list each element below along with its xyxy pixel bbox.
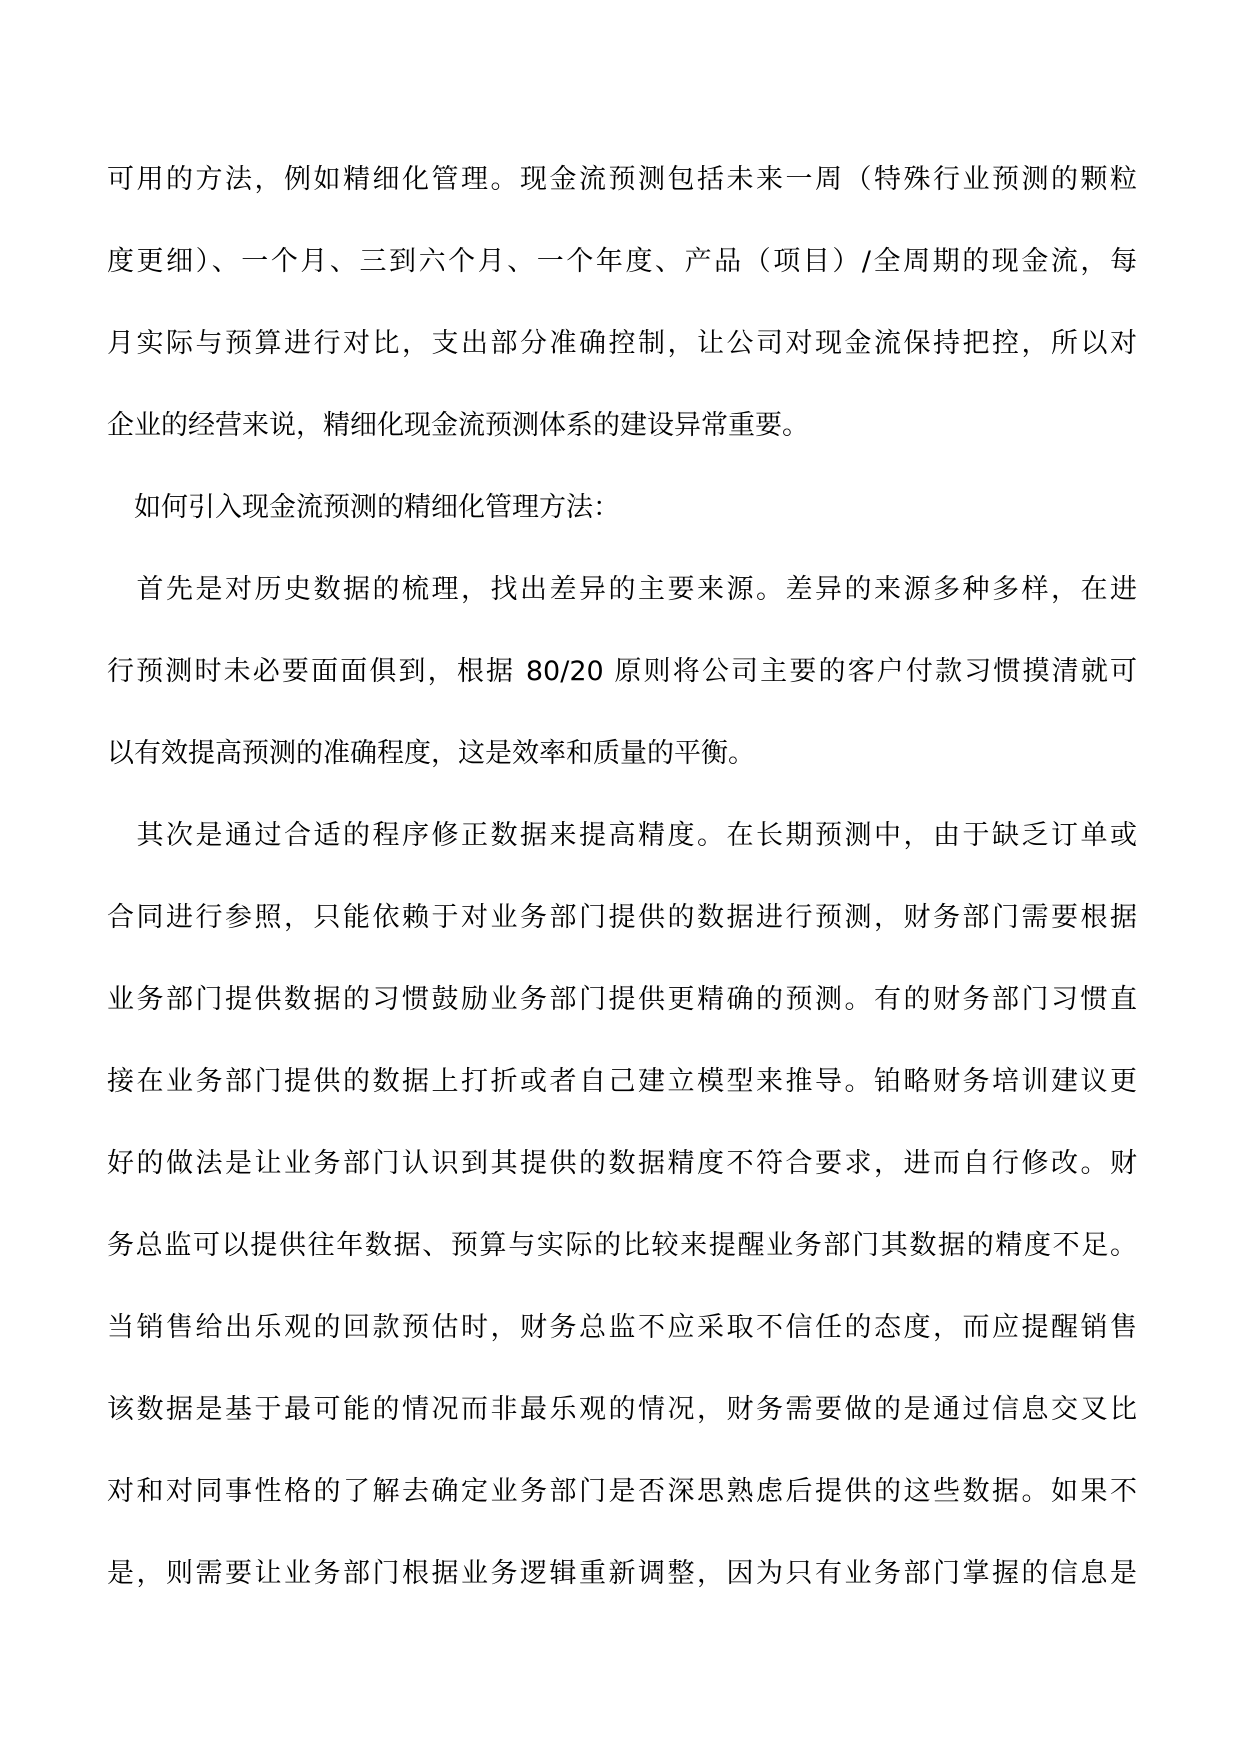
text-line: 务总监可以提供往年数据、预算与实际的比较来提醒业务部门其数据的精度不足。 xyxy=(107,1230,1137,1261)
text-line: 度更细）、一个月、三到六个月、一个年度、产品（项目）/全周期的现金流，每 xyxy=(107,246,1137,277)
text-line: 接在业务部门提供的数据上打折或者自己建立模型来推导。铂略财务培训建议更 xyxy=(107,1066,1137,1097)
text-line: 行预测时未必要面面俱到，根据 80/20 原则将公司主要的客户付款习惯摸清就可 xyxy=(107,656,1137,687)
text-line: 以有效提高预测的准确程度，这是效率和质量的平衡。 xyxy=(107,738,755,769)
text-line: 企业的经营来说，精细化现金流预测体系的建设异常重要。 xyxy=(107,410,809,441)
text-line: 合同进行参照，只能依赖于对业务部门提供的数据进行预测，财务部门需要根据 xyxy=(107,902,1137,933)
text-line: 月实际与预算进行对比，支出部分准确控制，让公司对现金流保持把控，所以对 xyxy=(107,328,1137,359)
body-text xyxy=(107,160,1137,1636)
text-line: 首先是对历史数据的梳理，找出差异的主要来源。差异的来源多种多样，在进 xyxy=(107,574,1137,605)
text-line: 其次是通过合适的程序修正数据来提高精度。在长期预测中，由于缺乏订单或 xyxy=(107,820,1137,851)
text-line: 该数据是基于最可能的情况而非最乐观的情况，财务需要做的是通过信息交叉比 xyxy=(107,1394,1137,1425)
text-line: 对和对同事性格的了解去确定业务部门是否深思熟虑后提供的这些数据。如果不 xyxy=(107,1476,1137,1507)
text-line: 当销售给出乐观的回款预估时，财务总监不应采取不信任的态度，而应提醒销售 xyxy=(107,1312,1137,1343)
text-line: 是，则需要让业务部门根据业务逻辑重新调整，因为只有业务部门掌握的信息是 xyxy=(107,1558,1137,1589)
text-line: 可用的方法，例如精细化管理。现金流预测包括未来一周（特殊行业预测的颗粒 xyxy=(107,164,1137,195)
text-line: 业务部门提供数据的习惯鼓励业务部门提供更精确的预测。有的财务部门习惯直 xyxy=(107,984,1137,1015)
section-heading: 如何引入现金流预测的精细化管理方法： xyxy=(107,492,620,523)
text-line: 好的做法是让业务部门认识到其提供的数据精度不符合要求，进而自行修改。财 xyxy=(107,1148,1137,1179)
